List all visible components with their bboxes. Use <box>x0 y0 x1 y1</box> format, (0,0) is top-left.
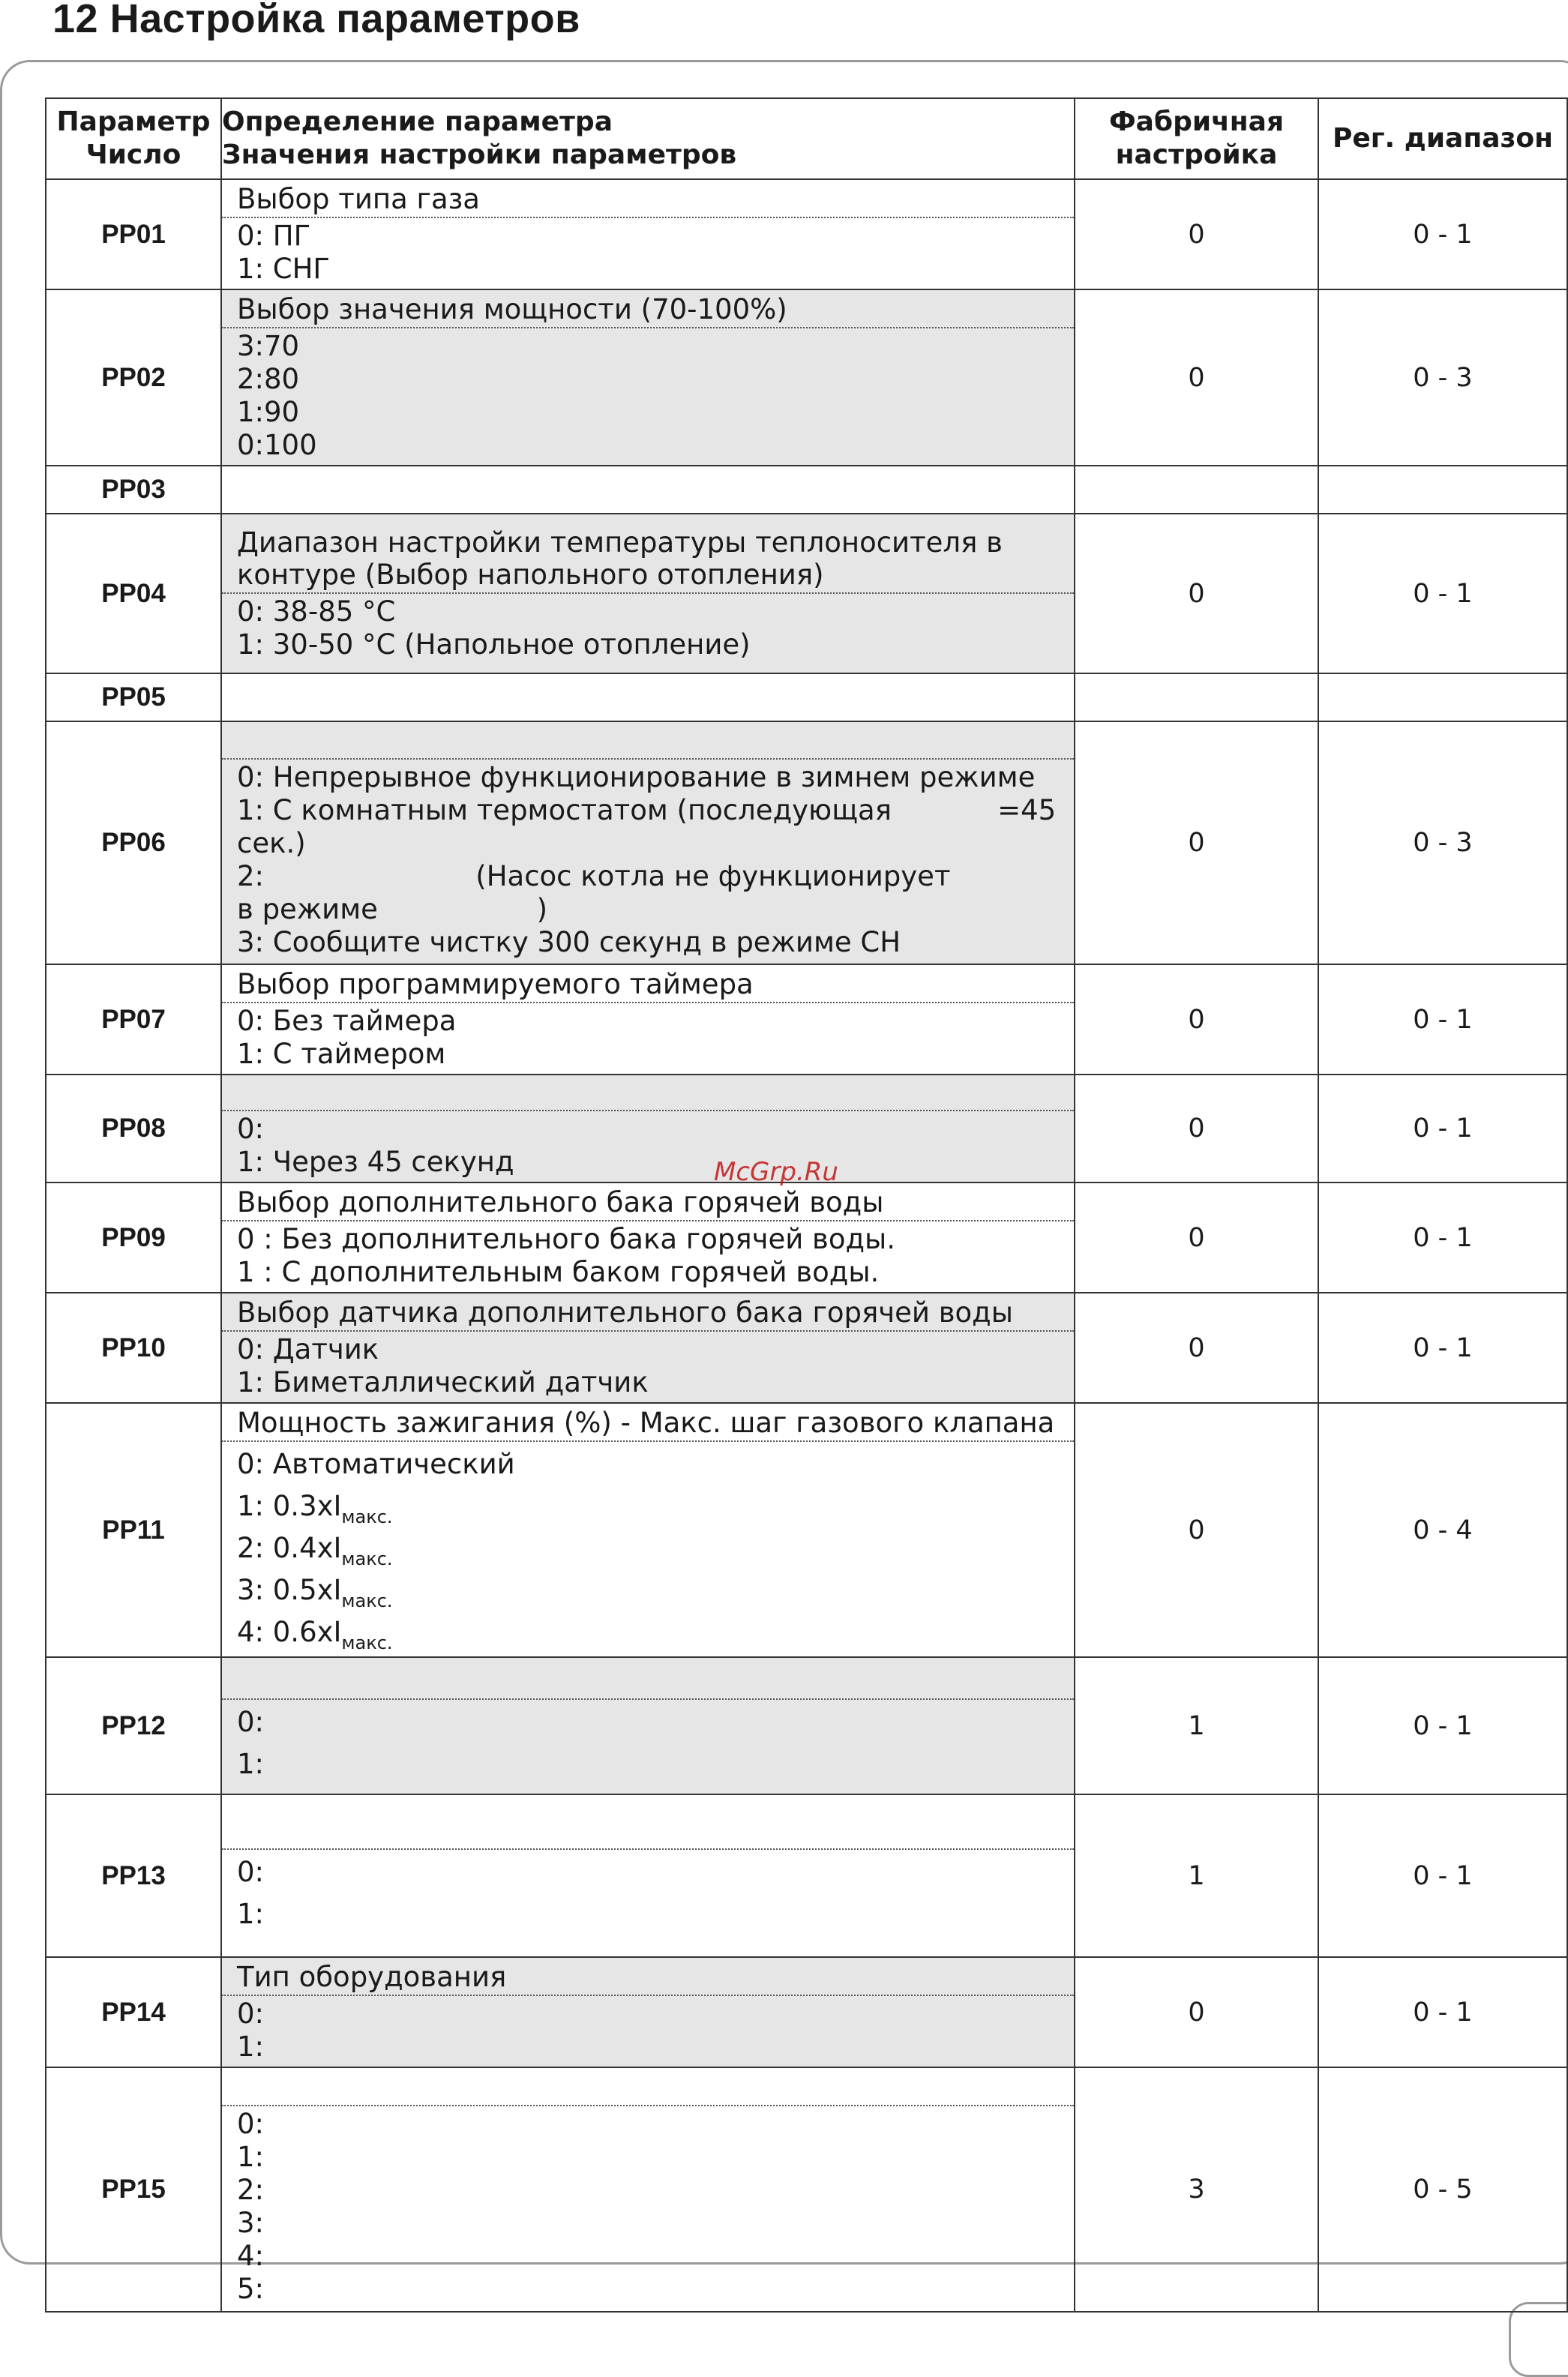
page-title: 12 Настройка параметров <box>52 0 580 41</box>
table-row <box>46 514 1567 673</box>
option-line: 0: <box>237 1855 265 1888</box>
parameter-definition <box>221 2067 1075 2312</box>
header-parameter-line2: Число <box>85 139 181 170</box>
table-row <box>46 466 1567 514</box>
option-line: 1: <box>237 2141 265 2173</box>
definition-options <box>222 1700 1074 1788</box>
page-corner-tab <box>1509 2302 1568 2377</box>
parameter-code: PP06 <box>46 721 221 964</box>
adjust-range: 0 - 3 <box>1318 289 1567 466</box>
option-line: 1: <box>237 1897 265 1930</box>
option-line: 0: Автоматический <box>237 1448 515 1480</box>
option-line: в режиме ) <box>237 893 548 925</box>
parameter-definition <box>221 1075 1075 1183</box>
option-line: 3: <box>237 2207 265 2239</box>
option-line: 0: <box>237 1705 265 1738</box>
definition-options <box>222 328 1074 465</box>
option-line: 4: <box>237 2240 265 2272</box>
parameter-code: PP07 <box>46 964 221 1075</box>
definition-box <box>222 1183 1074 1292</box>
adjust-range <box>1318 673 1567 721</box>
parameter-definition <box>221 721 1075 964</box>
option-line: 1: <box>237 1747 265 1780</box>
table-row <box>46 2067 1567 2312</box>
parameter-code: PP14 <box>46 1957 221 2067</box>
option-text: 4: 0.6xI <box>237 1616 342 1648</box>
parameter-code: PP09 <box>46 1183 221 1293</box>
parameter-code: PP08 <box>46 1075 221 1183</box>
parameter-code: PP12 <box>46 1657 221 1794</box>
parameter-code: PP02 <box>46 289 221 466</box>
definition-box <box>222 965 1074 1074</box>
option-line: 0: Без таймера <box>237 1005 457 1037</box>
header-parameter-line1: Параметр <box>56 106 211 137</box>
option-subscript: макс. <box>341 1590 393 1611</box>
parameter-definition <box>221 964 1075 1075</box>
option-line: 1: С комнатным термостатом (последующая =45 <box>237 794 1057 826</box>
option-line: 0: <box>237 1998 265 2030</box>
adjust-range: 0 - 5 <box>1318 2067 1567 2312</box>
adjust-range: 0 - 1 <box>1318 1657 1567 1794</box>
definition-options <box>222 1003 1074 1074</box>
factory-setting: 0 <box>1075 964 1318 1075</box>
adjust-range: 0 - 1 <box>1318 964 1567 1075</box>
header-factory-line2: настройка <box>1115 139 1278 170</box>
option-line: 0: ПГ <box>237 220 311 252</box>
option-line: 1: Через 45 секунд <box>237 1146 514 1178</box>
header-factory-line1: Фабричная <box>1108 106 1285 137</box>
definition-title: Выбор программируемого таймера <box>222 965 1074 1003</box>
parameter-definition <box>221 1403 1075 1657</box>
adjust-range: 0 - 4 <box>1318 1403 1567 1657</box>
table-row <box>46 1794 1567 1957</box>
parameter-definition <box>221 1957 1075 2067</box>
option-line: 3: Сообщите чистку 300 секунд в режиме CH <box>237 926 901 958</box>
parameter-definition <box>221 1293 1075 1403</box>
definition-options <box>222 1111 1074 1182</box>
factory-setting: 0 <box>1075 1183 1318 1293</box>
header-definition <box>221 98 1075 179</box>
option-line: 0: 38-85 °C <box>237 595 396 628</box>
factory-setting: 3 <box>1075 2067 1318 2312</box>
parameter-definition <box>221 1183 1075 1293</box>
adjust-range: 0 - 1 <box>1318 1794 1567 1957</box>
option-text: 2: 0.4xI <box>237 1532 342 1564</box>
factory-setting: 0 <box>1075 721 1318 964</box>
definition-options <box>222 1332 1074 1402</box>
option-subscript: макс. <box>341 1548 393 1569</box>
adjust-range: 0 - 1 <box>1318 179 1567 289</box>
option-line: 1 : С дополнительным баком горячей воды. <box>237 1256 880 1288</box>
parameter-code: PP13 <box>46 1794 221 1957</box>
option-line: 0: Непрерывное функционирование в зимнем режиме <box>237 761 1036 793</box>
definition-box <box>222 724 1074 962</box>
parameter-code: PP04 <box>46 514 221 673</box>
definition-title: Тип оборудования <box>222 1958 1074 1996</box>
option-line: 0: <box>237 2108 265 2140</box>
definition-options <box>222 2106 1074 2309</box>
parameters-table <box>45 97 1568 2313</box>
header-factory <box>1075 98 1318 179</box>
option-line <box>237 1485 1074 1527</box>
option-line: 1: С таймером <box>237 1038 446 1070</box>
option-line <box>237 1611 1074 1653</box>
definition-title <box>222 1814 1074 1850</box>
option-line: 0 : Без дополнительного бака горячей воды. <box>237 1223 896 1255</box>
definition-box <box>222 1814 1074 1938</box>
factory-setting: 0 <box>1075 1075 1318 1183</box>
header-definition-line1: Определение параметра <box>222 106 613 137</box>
definition-box <box>222 1664 1074 1788</box>
header-parameter <box>46 98 221 179</box>
definition-options <box>222 1442 1074 1656</box>
option-line: сек.) <box>237 827 306 859</box>
watermark: McGrp.Ru <box>714 1157 838 1187</box>
parameter-definition <box>221 514 1075 673</box>
parameter-code: PP11 <box>46 1403 221 1657</box>
definition-title: Выбор датчика дополнительного бака горячей воды <box>222 1293 1074 1332</box>
parameter-code: PP10 <box>46 1293 221 1403</box>
definition-box <box>222 1404 1074 1656</box>
adjust-range: 0 - 3 <box>1318 721 1567 964</box>
parameter-code: PP03 <box>46 466 221 514</box>
table-row <box>46 1293 1567 1403</box>
parameter-definition <box>221 466 1075 514</box>
definition-options <box>222 594 1074 664</box>
definition-box <box>222 1293 1074 1402</box>
factory-setting <box>1075 466 1318 514</box>
definition-title: Выбор дополнительного бака горячей воды <box>222 1183 1074 1221</box>
definition-title: Выбор значения мощности (70-100%) <box>222 290 1074 328</box>
factory-setting: 0 <box>1075 1957 1318 2067</box>
parameter-definition <box>221 179 1075 289</box>
table-row <box>46 1957 1567 2067</box>
option-line: 3:70 <box>237 330 300 362</box>
definition-options <box>222 218 1074 289</box>
definition-box <box>222 1958 1074 2067</box>
definition-title <box>222 2070 1074 2106</box>
parameter-definition <box>221 1794 1075 1957</box>
parameter-code: PP01 <box>46 179 221 289</box>
factory-setting: 0 <box>1075 289 1318 466</box>
header-range: Рег. диапазон <box>1318 98 1567 179</box>
option-subscript: макс. <box>341 1632 393 1653</box>
option-line: 1:90 <box>237 396 300 428</box>
definition-title <box>222 1664 1074 1700</box>
table-row <box>46 289 1567 466</box>
parameter-definition <box>221 289 1075 466</box>
adjust-range: 0 - 1 <box>1318 1075 1567 1183</box>
definition-options <box>222 1850 1074 1938</box>
definition-box <box>222 1075 1074 1182</box>
adjust-range <box>1318 466 1567 514</box>
parameter-code: PP15 <box>46 2067 221 2312</box>
factory-setting: 1 <box>1075 1794 1318 1957</box>
factory-setting <box>1075 673 1318 721</box>
table-row <box>46 721 1567 964</box>
definition-options <box>222 1996 1074 2067</box>
factory-setting: 0 <box>1075 1403 1318 1657</box>
definition-options <box>222 760 1074 962</box>
option-line <box>237 1569 1074 1611</box>
definition-title: Выбор типа газа <box>222 180 1074 218</box>
table-header-row <box>46 98 1567 179</box>
option-text: 3: 0.5xI <box>237 1574 342 1606</box>
definition-title: Диапазон настройки температуры теплоносителя в контуре (Выбор напольного отопления) <box>222 523 1074 594</box>
option-line: 1: 30-50 °C (Напольное отопление) <box>237 628 751 661</box>
definition-title <box>222 724 1074 760</box>
table-row <box>46 673 1567 721</box>
table-row <box>46 1403 1567 1657</box>
parameter-definition <box>221 673 1075 721</box>
option-line: 1: СНГ <box>237 253 330 285</box>
option-line: 0:100 <box>237 429 317 461</box>
option-line: 2:80 <box>237 363 300 395</box>
option-subscript: макс. <box>341 1506 393 1527</box>
definition-title <box>222 1075 1074 1111</box>
option-line: 5: <box>237 2273 265 2305</box>
option-line: 1: <box>237 2031 265 2063</box>
parameter-definition <box>221 1657 1075 1794</box>
option-text: 1: 0.3xI <box>237 1490 342 1522</box>
definition-title: Мощность зажигания (%) - Макс. шаг газового клапана <box>222 1404 1074 1442</box>
option-line: 0: <box>237 1113 265 1145</box>
header-definition-line2: Значения настройки параметров <box>222 139 737 170</box>
table-row <box>46 964 1567 1075</box>
definition-options <box>222 1221 1074 1292</box>
option-line: 0: Датчик <box>237 1333 379 1365</box>
factory-setting: 1 <box>1075 1657 1318 1794</box>
adjust-range: 0 - 1 <box>1318 514 1567 673</box>
factory-setting: 0 <box>1075 179 1318 289</box>
definition-box <box>222 290 1074 465</box>
option-line <box>237 1527 1074 1569</box>
definition-box <box>222 2070 1074 2309</box>
table-row <box>46 1183 1567 1293</box>
definition-box <box>222 180 1074 289</box>
option-line: 2: (Насос котла не функционирует <box>237 860 951 892</box>
definition-box <box>222 523 1074 664</box>
parameter-code: PP05 <box>46 673 221 721</box>
adjust-range: 0 - 1 <box>1318 1957 1567 2067</box>
table-row <box>46 1657 1567 1794</box>
factory-setting: 0 <box>1075 514 1318 673</box>
adjust-range: 0 - 1 <box>1318 1293 1567 1403</box>
table-row <box>46 179 1567 289</box>
adjust-range: 0 - 1 <box>1318 1183 1567 1293</box>
option-line: 1: Биметаллический датчик <box>237 1366 649 1398</box>
option-line: 2: <box>237 2174 265 2206</box>
factory-setting: 0 <box>1075 1293 1318 1403</box>
